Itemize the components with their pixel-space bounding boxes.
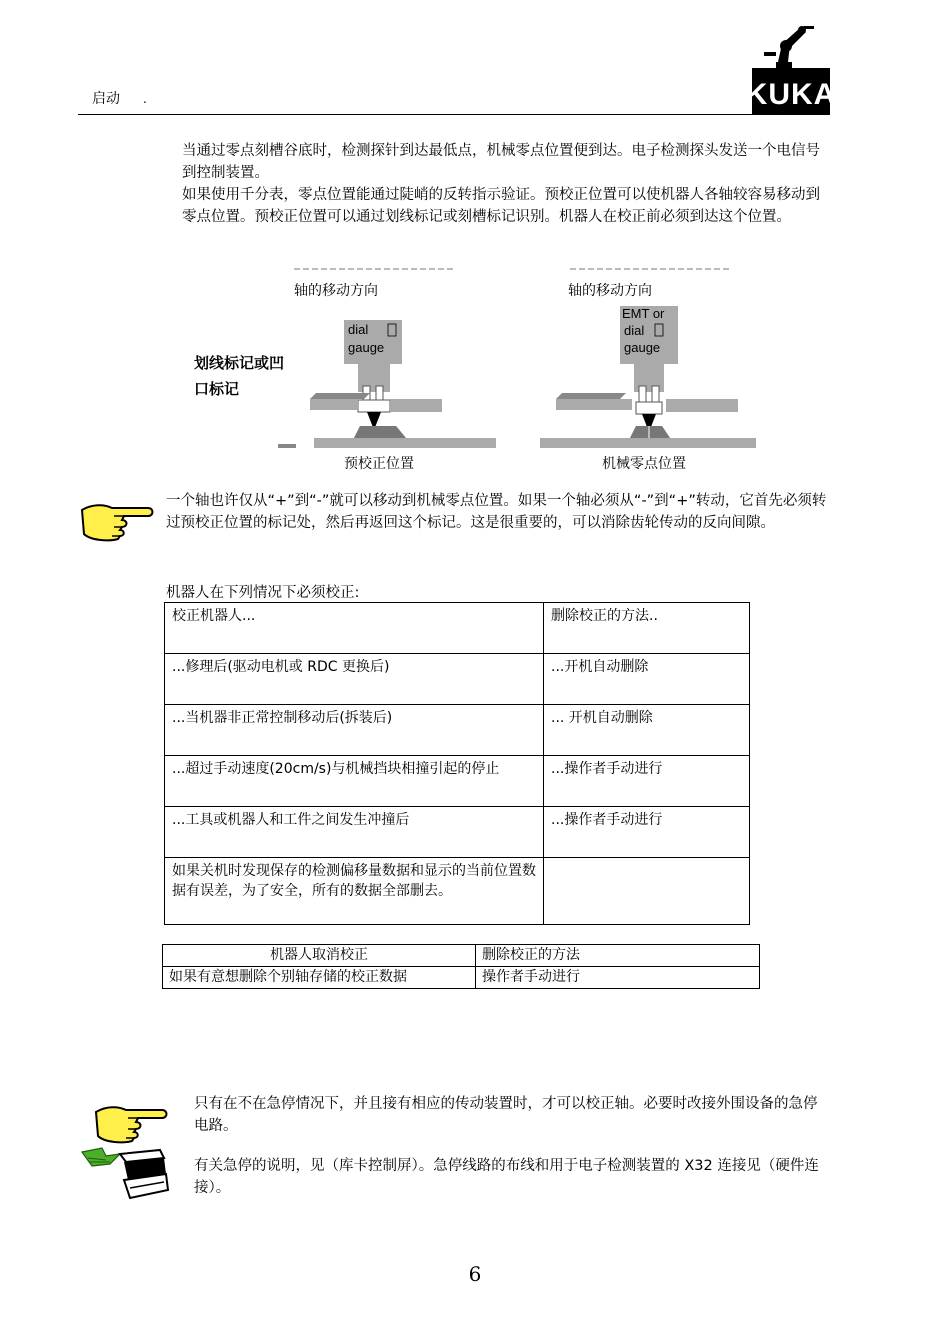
table-cell: ...操作者手动进行 (544, 807, 750, 858)
table-cell: 删除校正的方法 (476, 945, 760, 967)
left-gauge-text: dial (348, 322, 369, 337)
table-row (165, 603, 750, 654)
note-backlash: 一个轴也许仅从“+”到“-”就可以移动到机械零点位置。如果一个轴必须从“-”到“+”转动，它首先必须转过预校正位置的标记处，然后再返回这个标记。这是很重要的，可以消除齿轮传动的反向间隙。 (166, 493, 827, 531)
table-row (165, 756, 750, 807)
pointing-hand-icon (92, 1104, 170, 1144)
left-gauge-text: gauge (348, 340, 385, 355)
table-cell: ...超过手动速度(20cm/s)与机械挡块相撞引起的停止 (165, 756, 544, 807)
intro-paragraph: 如果使用千分表，零点位置能通过陡峭的反转指示验证。预校正位置可以使机器人各轴较容易移动到零点位置。预校正位置可以通过划线标记或刻槽标记识别。机器人在校正前必须到达这个位置。 (182, 187, 820, 225)
kuka-logo (745, 22, 837, 114)
table-row (163, 967, 760, 989)
table-row (165, 654, 750, 705)
table-row (165, 807, 750, 858)
right-caption: 机械零点位置 (602, 456, 686, 472)
table-cell: ...开机自动删除 (544, 654, 750, 705)
left-gauge-foot (358, 400, 390, 412)
table-cell: ...操作者手动进行 (544, 756, 750, 807)
calibration-table (164, 602, 750, 925)
table-cell: ... 开机自动删除 (544, 705, 750, 756)
table-cell: 机器人取消校正 (163, 945, 476, 967)
left-caption: 预校正位置 (344, 456, 414, 472)
mark-label: 划线标记或凹 (194, 354, 285, 372)
robot-arm-icon (764, 26, 814, 68)
calibration-figure (170, 262, 770, 482)
table-cell: 校正机器人... (165, 603, 544, 654)
table1-caption: 机器人在下列情况下必须校正: (166, 585, 360, 601)
logo-text: KUKA (745, 78, 837, 111)
header-title: 启动 (92, 91, 120, 107)
table-row (163, 945, 760, 967)
mark-label: 口标记 (194, 380, 240, 398)
table-cell: ...修理后(驱动电机或 RDC 更换后) (165, 654, 544, 705)
right-gauge-text: EMT or (622, 306, 665, 321)
right-gauge-text: dial (624, 323, 645, 338)
pointing-hand-icon (78, 500, 158, 544)
uncalibration-table (162, 944, 760, 989)
table-cell: 如果有意想删除个别轴存储的校正数据 (163, 967, 476, 989)
right-axis-label: 轴的移动方向 (568, 283, 652, 299)
table-cell: 删除校正的方法.. (544, 603, 750, 654)
table-cell: 如果关机时发现保存的检测偏移量数据和显示的当前位置数据有误差，为了安全，所有的数据全部删去。 (165, 858, 544, 925)
table-cell: 操作者手动进行 (476, 967, 760, 989)
header-rule (78, 114, 830, 115)
note-emergency-stop: 只有在不在急停情况下，并且接有相应的传动装置时，才可以校正轴。必要时改接外围设备的急停电路。 (194, 1096, 818, 1134)
table-cell: ...当机器非正常控制移动后(拆装后) (165, 705, 544, 756)
table-cell (544, 858, 750, 925)
note-reference: 有关急停的说明，见（库卡控制屏）。急停线路的布线和用于电子检测装置的 X32 连接见（硬件连接）。 (194, 1158, 819, 1196)
intro-text (182, 140, 832, 228)
intro-paragraph: 当通过零点刻槽谷底时，检测探针到达最低点，机械零点位置便到达。电子检测探头发送一个电信号到控制装置。 (182, 143, 820, 181)
header-dot: . (143, 92, 147, 106)
table-row (165, 858, 750, 925)
book-reference-icon (80, 1144, 170, 1200)
table-row (165, 705, 750, 756)
page-number: 6 (468, 1262, 482, 1286)
right-gauge-text: gauge (624, 340, 661, 355)
table-cell: ...工具或机器人和工件之间发生冲撞后 (165, 807, 544, 858)
left-axis-label: 轴的移动方向 (294, 283, 378, 299)
